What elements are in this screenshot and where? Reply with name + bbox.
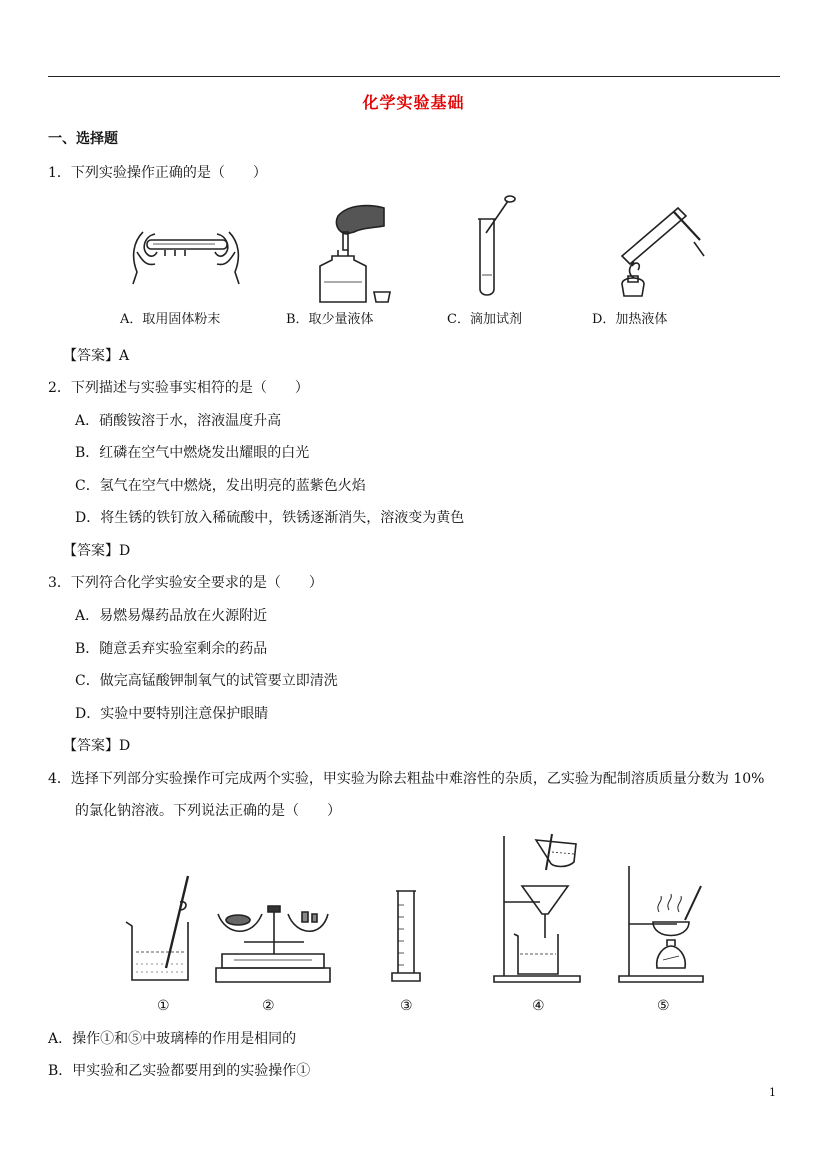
figure-1a-solid-powder [125,222,245,307]
figure-4-5-number: ⑤ [657,998,670,1014]
figure-4-1-number: ① [157,998,170,1014]
figure-1c-caption: C．滴加试剂 [447,312,522,327]
question-4-stem-line-1: 4．选择下列部分实验操作可完成两个实验，甲实验为除去粗盐中难溶性的杂质，乙实验为配制溶质质量分数为 10% [48,771,765,787]
header-rule [48,76,780,77]
question-3-answer: 【答案】D [63,738,131,754]
question-2-stem: 2．下列描述与实验事实相符的是（ ） [48,380,309,396]
question-4-option-b: B．甲实验和乙实验都要用到的实验操作① [48,1063,311,1079]
question-2-option-a: A．硝酸铵溶于水，溶液温度升高 [75,413,282,429]
figure-1a-caption: A．取用固体粉末 [120,312,221,327]
question-2-option-b: B．红磷在空气中燃烧发出耀眼的白光 [75,445,310,461]
question-4-stem-line-2: 的氯化钠溶液。下列说法正确的是（ ） [75,803,341,819]
figure-1c-dropping-reagent [470,193,530,303]
figure-4-4-filtration [490,830,590,985]
figure-4-2-balance [208,898,338,988]
section-heading: 一、选择题 [48,131,118,147]
question-4-option-a: A．操作①和⑤中玻璃棒的作用是相同的 [48,1031,297,1047]
figure-4-2-number: ② [262,998,275,1014]
figure-4-3-measuring-cylinder [390,885,424,985]
question-2-answer: 【答案】D [63,543,131,559]
question-1-stem: 1．下列实验操作正确的是（ ） [48,165,267,181]
question-2-option-c: C．氢气在空气中燃烧，发出明亮的蓝紫色火焰 [75,478,366,494]
figure-1d-caption: D．加热液体 [592,312,668,327]
figure-4-1-beaker-stirring [122,872,202,987]
figure-4-5-evaporation [615,860,715,985]
page-title: 化学实验基础 [362,93,465,112]
page-number: 1 [769,1086,776,1099]
question-3-option-b: B．随意丢弃实验室剩余的药品 [75,641,268,657]
question-1-answer: 【答案】A [63,348,130,364]
figure-1b-caption: B．取少量液体 [286,312,374,327]
question-3-option-d: D．实验中要特别注意保护眼睛 [75,706,269,722]
question-3-option-a: A．易燃易爆药品放在火源附近 [75,608,268,624]
question-2-option-d: D．将生锈的铁钉放入稀硫酸中，铁锈逐渐消失，溶液变为黄色 [75,510,465,526]
figure-4-4-number: ④ [532,998,545,1014]
figure-1b-liquid-sampling [308,198,398,308]
figure-4-3-number: ③ [400,998,413,1014]
question-3-stem: 3．下列符合化学实验安全要求的是（ ） [48,575,323,591]
question-3-option-c: C．做完高锰酸钾制氧气的试管要立即清洗 [75,673,338,689]
figure-1d-heating-liquid [608,198,708,303]
